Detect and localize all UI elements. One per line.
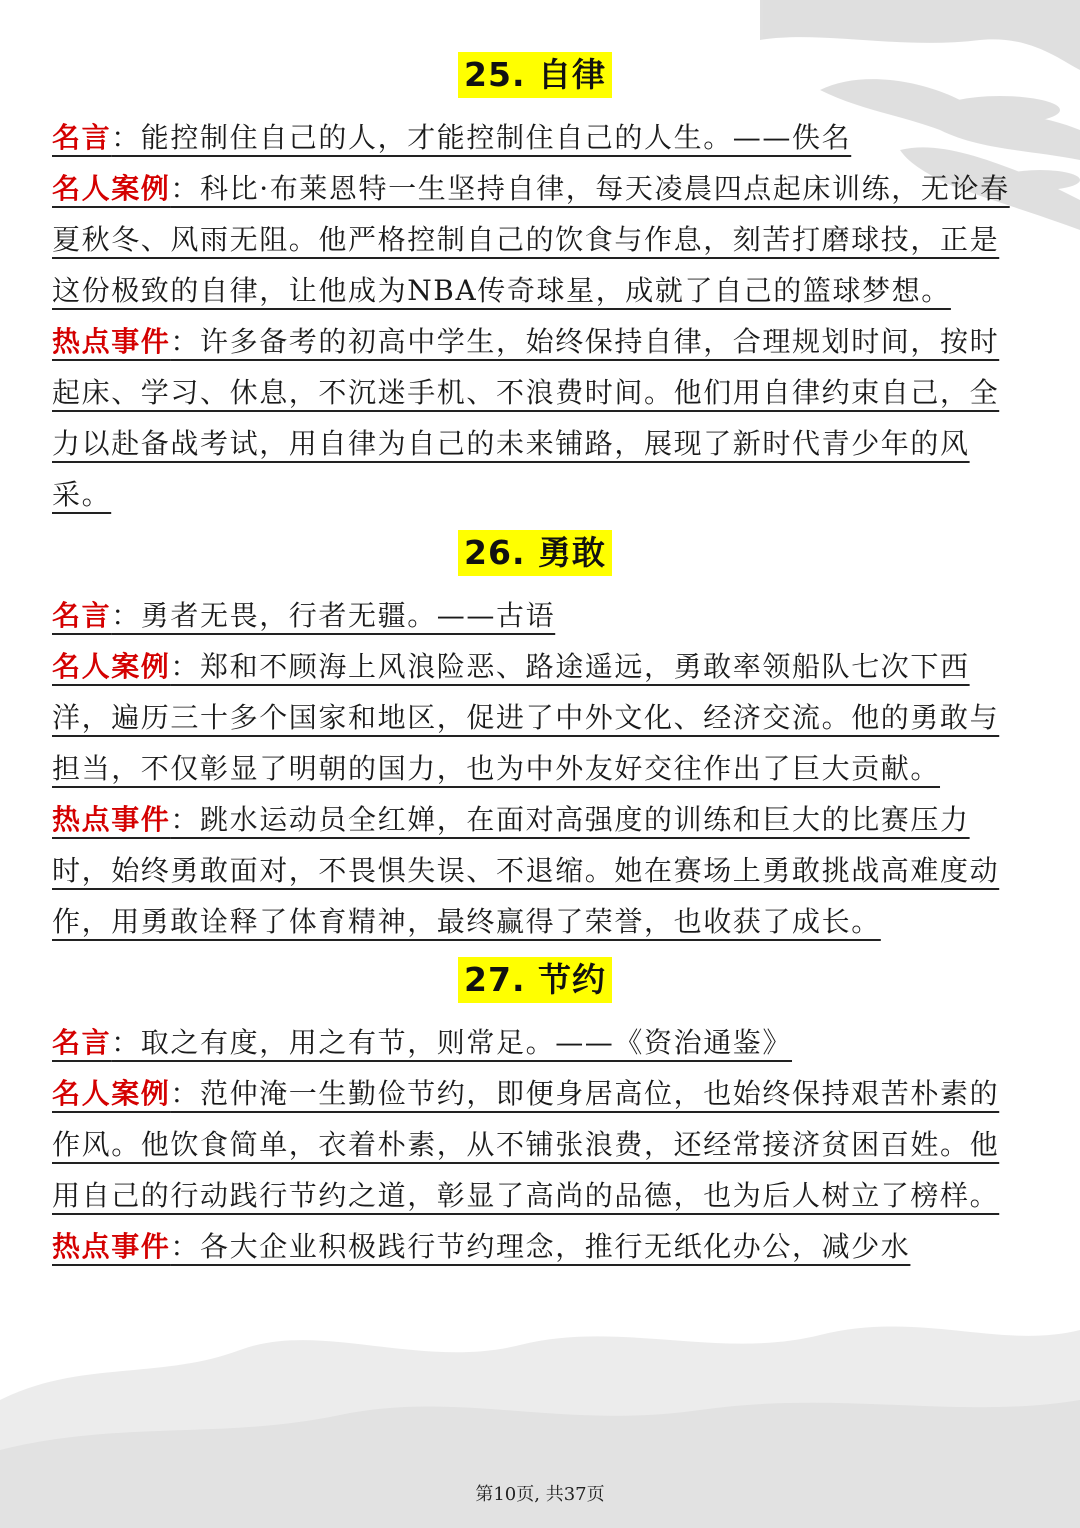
section-title-26 [52,530,1018,584]
event-label: 热点事件 [52,1230,171,1263]
quote-label: 名言 [52,1026,112,1059]
section-title-27 [52,957,1018,1011]
quote-text: ：能控制住自己的人，才能控制住自己的人生。——佚名 [111,121,852,154]
event-paragraph [52,1221,1018,1272]
document-body [52,52,1018,1272]
case-label: 名人案例 [52,172,171,205]
case-paragraph [52,1068,1018,1221]
case-label: 名人案例 [52,650,171,683]
section-title-25 [52,52,1018,106]
page-number-footer: 第10页, 共37页 [475,1484,605,1505]
section-title-text: 27. 节约 [458,957,612,1003]
quote-paragraph [52,112,1018,163]
event-text: ：跳水运动员全红婵，在面对高强度的训练和巨大的比赛压力时，始终勇敢面对，不畏惧失误、不退缩。她在赛场上勇敢挑战高难度动作，用勇敢诠释了体育精神，最终赢得了荣誉，也收获了成长。 [52,803,1000,938]
quote-text: ：勇者无畏，行者无疆。——古语 [111,599,556,632]
quote-paragraph [52,590,1018,641]
section-title-text: 26. 勇敢 [458,530,612,576]
section-title-text: 25. 自律 [458,52,612,98]
event-paragraph [52,316,1018,520]
quote-text: ：取之有度，用之有节，则常足。——《资治通鉴》 [111,1026,793,1059]
event-label: 热点事件 [52,325,171,358]
quote-label: 名言 [52,599,112,632]
quote-paragraph [52,1017,1018,1068]
event-text: ：各大企业积极践行节约理念，推行无纸化办公，减少水 [170,1230,911,1263]
quote-label: 名言 [52,121,112,154]
case-label: 名人案例 [52,1077,171,1110]
event-paragraph [52,794,1018,947]
case-text: ：范仲淹一生勤俭节约，即便身居高位，也始终保持艰苦朴素的作风。他饮食简单，衣着朴素，从不铺张浪费，还经常接济贫困百姓。他用自己的行动践行节约之道，彰显了高尚的品德，也为后人树立了榜样。 [52,1077,1000,1212]
case-paragraph [52,641,1018,794]
case-paragraph [52,163,1018,316]
event-text: ：许多备考的初高中学生，始终保持自律，合理规划时间，按时起床、学习、休息，不沉迷手机、不浪费时间。他们用自律约束自己，全力以赴备战考试，用自律为自己的未来铺路，展现了新时代青少年的风采。 [52,325,1000,511]
event-label: 热点事件 [52,803,171,836]
case-text: ：郑和不顾海上风浪险恶、路途遥远，勇敢率领船队七次下西洋，遍历三十多个国家和地区，促进了中外文化、经济交流。他的勇敢与担当，不仅彰显了明朝的国力，也为中外友好交往作出了巨大贡献。 [52,650,1000,785]
case-text: ：科比·布莱恩特一生坚持自律，每天凌晨四点起床训练，无论春夏秋冬、风雨无阻。他严格控制自己的饮食与作息，刻苦打磨球技，正是这份极致的自律，让他成为NBA传奇球星，成就了自己的篮球梦想。 [52,172,1010,307]
